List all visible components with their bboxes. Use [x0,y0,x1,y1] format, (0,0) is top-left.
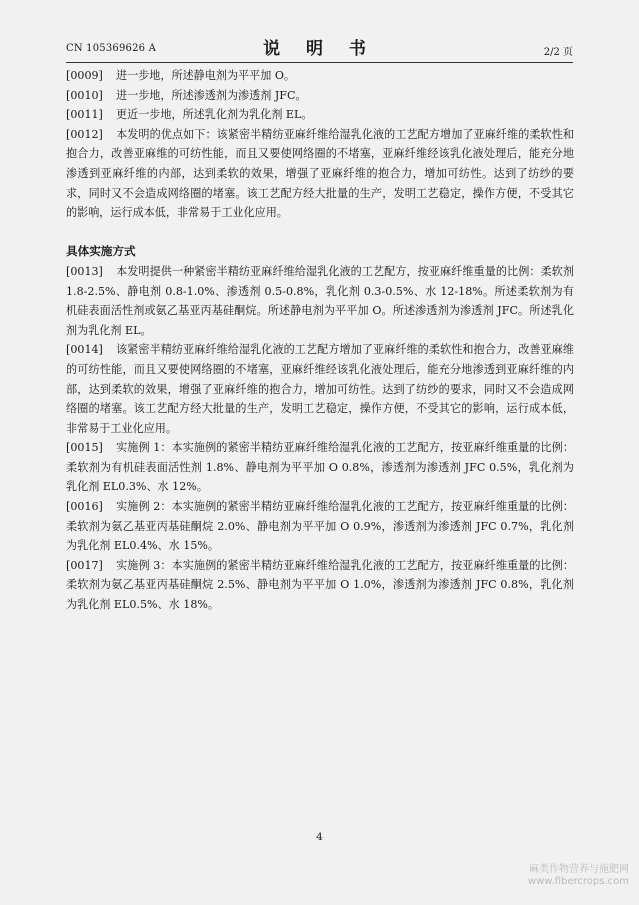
paragraph-number: [0012] [66,127,103,141]
paragraph-0013 [66,262,574,340]
paragraph-text: 本发明的优点如下：该紧密半精纺亚麻纤维给湿乳化液的工艺配方增加了亚麻纤维的柔软性和抱合力，改善亚麻维的可纺性能，而且又要使网络圈的不堵塞，亚麻纤维经该乳化液处理后，能充分地渗透到亚麻纤维的内部，达到柔软的效果，增强了亚麻纤维的抱合力，增加可纺性。达到了纺纱的要求，同时又不会造成网络圈的堵塞。该工艺配方经大批量的生产，发明工艺稳定，操作方便，不受其它的影响，运行成本低，非常易于工业化应用。 [66,127,574,220]
paragraph-text: 进一步地，所述静电剂为平平加 O。 [116,69,296,82]
page-title: 说 明 书 [263,39,376,59]
watermark-title: 麻类作物营养与施肥网 [529,864,629,875]
paragraph-number: [0011] [66,108,103,122]
paragraph-text: 实施例 2：本实施例的紧密半精纺亚麻纤维给湿乳化液的工艺配方，按亚麻纤维重量的比例：柔软剂为氨乙基亚丙基硅酮烷 2.0%、静电剂为平平加 O 0.9%，渗透剂为渗透剂 JFC 0.7%，乳化剂为乳化剂 EL0.4%、水 15%。 [66,500,574,553]
paragraph-text: 本发明提供一种紧密半精纺亚麻纤维给湿乳化液的工艺配方，按亚麻纤维重量的比例：柔软剂 1.8-2.5%、静电剂 0.8-1.0%、渗透剂 0.5-0.8%，乳化剂 0.3-0.5%、水 12-18%。所述柔软剂为有机硅表面活性剂或氨乙基亚丙基硅酮烷。所述静电剂为平平加 O。所述渗透剂为渗透剂 JFC。所述乳化剂为乳化剂 EL。 [66,264,574,337]
paragraph-0012 [66,125,574,223]
doc-number: CN 105369626 A [66,43,157,54]
paragraph-number: [0013] [66,264,103,278]
paragraph-number: [0017] [66,558,103,572]
paragraph-number: [0014] [66,343,103,357]
paragraph-text: 实施例 1：本实施例的紧密半精纺亚麻纤维给湿乳化液的工艺配方，按亚麻纤维重量的比例：柔软剂为有机硅表面活性剂 1.8%、静电剂为平平加 O 0.8%，渗透剂为渗透剂 JFC 0.5%，乳化剂为乳化剂 EL0.3%、水 12%。 [66,441,574,494]
paragraph-0016 [66,497,574,556]
paragraph-text: 该紧密半精纺亚麻纤维给湿乳化液的工艺配方增加了亚麻纤维的柔软性和抱合力，改善亚麻维的可纺性能，而且又要使网络圈的不堵塞，亚麻纤维经该乳化液处理后，能充分地渗透到亚麻纤维的内部，达到柔软的效果，增强了亚麻纤维的抱合力，增加可纺性。达到了纺纱的要求，同时又不会造成网络圈的堵塞。该工艺配方经大批量的生产，发明工艺稳定，操作方便，不受其它的影响，运行成本低，非常易于工业化应用。 [66,343,574,435]
paragraph-text: 进一步地，所述渗透剂为渗透剂 JFC。 [116,88,307,102]
watermark [528,864,629,888]
section-title: 具体实施方式 [66,244,136,259]
paragraph-0009 [66,66,574,86]
paragraph-text: 更近一步地，所述乳化剂为乳化剂 EL。 [116,108,313,122]
page-indicator: 2/2 页 [543,47,573,58]
paragraph-number: [0009] [66,69,103,82]
paragraph-number: [0010] [66,88,103,102]
paragraph-0015 [66,438,574,497]
watermark-url: www.fibercrops.com [527,876,629,887]
paragraph-0014 [66,340,574,438]
paragraph-number: [0016] [66,500,103,514]
paragraph-0010 [66,86,574,106]
header-divider [66,62,573,63]
paragraph-0011 [66,105,574,125]
paragraph-0017 [66,556,574,615]
page-header [66,34,573,60]
page-number: 4 [316,831,323,843]
paragraph-text: 实施例 3：本实施例的紧密半精纺亚麻纤维给湿乳化液的工艺配方，按亚麻纤维重量的比例：柔软剂为氨乙基亚丙基硅酮烷 2.5%、静电剂为平平加 O 1.0%，渗透剂为渗透剂 JFC 0.8%，乳化剂为乳化剂 EL0.5%、水 18%。 [66,558,574,612]
document-body [66,66,574,615]
paragraph-number: [0015] [66,441,103,455]
